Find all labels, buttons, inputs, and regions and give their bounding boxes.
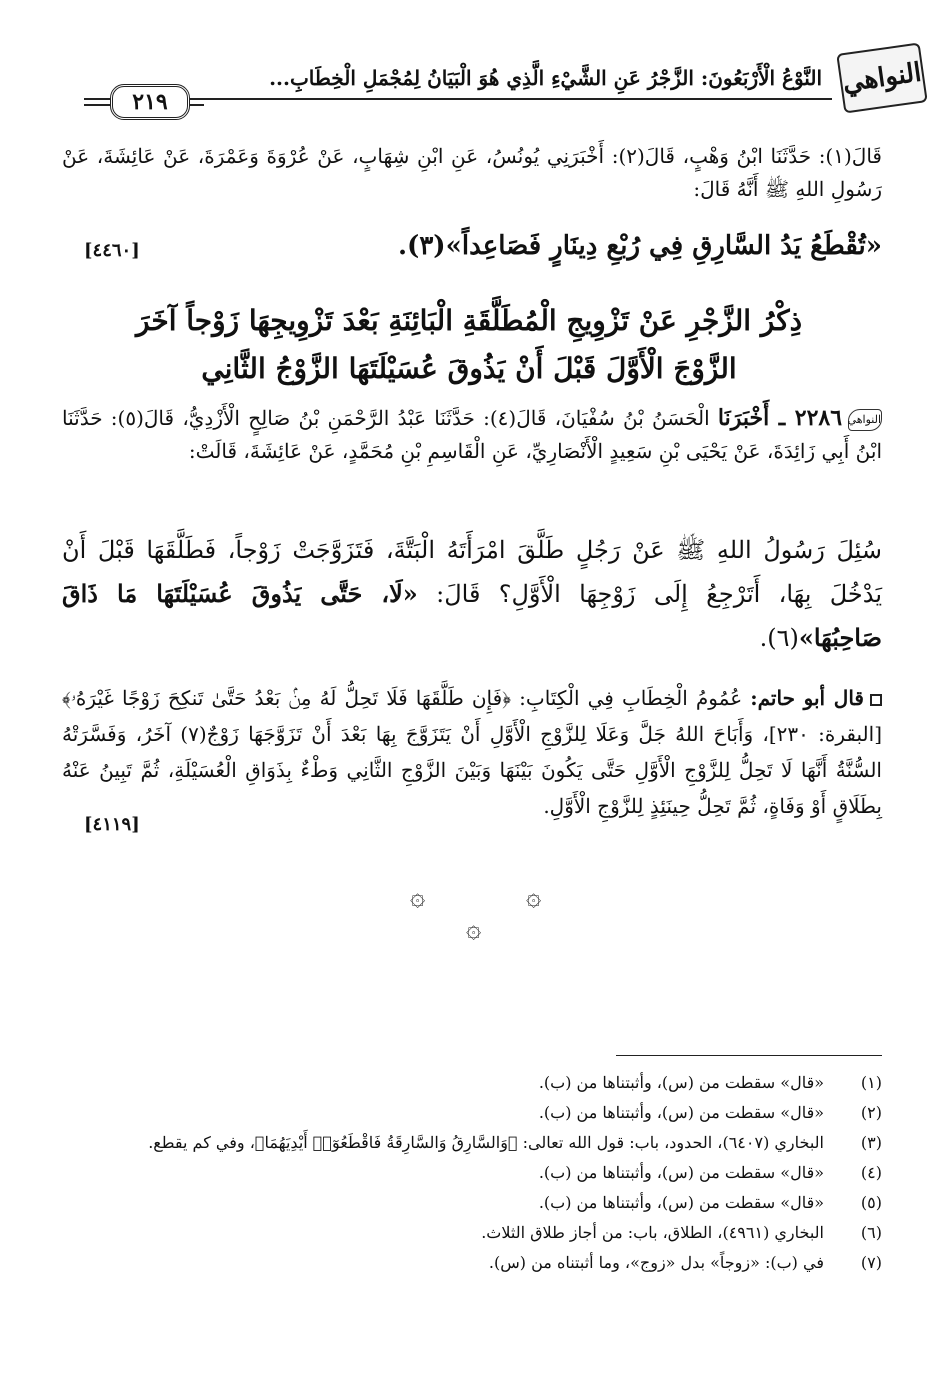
footnote-number: (٢)	[860, 1103, 882, 1122]
footnote-number: (٧)	[860, 1253, 882, 1272]
footnote-text: البخاري (٦٤٠٧)، الحدود، باب: قول الله تعالى: ﴿وَالسَّارِقُ وَالسَّارِقَةُ فَاقْطَعُوٓا۟ أَيْدِيَهُمَا﴾، وفي كم يقطع.	[148, 1133, 824, 1152]
footnote-number: (٥)	[860, 1193, 882, 1212]
page-number-box	[84, 84, 204, 120]
footnote-text: البخاري (٤٩٦١)، الطلاق، باب: من أجاز طلاق الثلاث.	[481, 1223, 824, 1242]
footnote-text: في (ب): «زوجاً» بدل «زوج»، وما أثبتناه من (س).	[488, 1253, 824, 1272]
hadith-number: ٢٢٨٦ ـ أَخْبَرَنَا	[717, 405, 843, 431]
footnote-item	[62, 1158, 882, 1188]
hadith-marker-icon: النواهي	[848, 409, 882, 431]
footnote-number: (٦)	[860, 1223, 882, 1242]
square-bullet-icon	[870, 694, 882, 706]
intro-hadith: «تُقْطَعُ يَدُ السَّارِقِ فِي رُبْعِ دِينَارٍ فَصَاعِداً»(٣).	[397, 231, 882, 261]
footnote-number: (١)	[860, 1073, 882, 1092]
footnote-number: (٣)	[860, 1133, 882, 1152]
footnote-item	[62, 1128, 882, 1158]
footnote-item	[62, 1068, 882, 1098]
footnotes	[62, 1068, 882, 1278]
footnote-text: «قال» سقطت من (س)، وأثبتناها من (ب).	[538, 1193, 824, 1212]
footnote-text: «قال» سقطت من (س)، وأثبتناها من (ب).	[538, 1073, 824, 1092]
chapter-badge: النواهي	[836, 42, 928, 113]
footnote-item	[62, 1248, 882, 1278]
matn-prophet-saying: «لَا، حَتَّى يَذُوقَ عُسَيْلَتَهَا مَا ذَاقَ صَاحِبُهَا»	[62, 579, 882, 652]
footnote-number: (٤)	[860, 1163, 882, 1182]
footnote-text: «قال» سقطت من (س)، وأثبتناها من (ب).	[538, 1163, 824, 1182]
commentary-text: عُمُومُ الْخِطَابِ فِي الْكِتَابِ: ﴿فَإِن طَلَّقَهَا فَلَا تَحِلُّ لَهُ مِنۢ بَعْدُ حَتَّىٰ تَنكِحَ زَوْجًا غَيْرَهُۥ﴾ [البقرة: ٢٣٠]، وَأَبَاحَ اللهُ جَلَّ وَعَلَا لِلزَّوْجِ الْأَوَّلِ أَنْ يَتَزَوَّجَ بِهَا بَعْدَ أَنْ تَزَوَّجَهَا زَوْجٌ(٧) آخَرُ، وَفَسَّرَتْهُ السُّنَّةُ أَنَّهَا لَا تَحِلُّ لِلزَّوْجِ الْأَوَّلِ حَتَّى يَكُونَ بَيْنَهَا وَبَيْنَ الزَّوْجِ الثَّانِي وَطْءٌ بِذَوَاقِ الْعُسَيْلَةِ، ثُمَّ تَبِينُ عَنْهُ بِطَلَاقٍ أَوْ وَفَاةٍ، ثُمَّ تَحِلُّ حِينَئِذٍ لِلزَّوْجِ الْأَوَّلِ.	[62, 686, 882, 818]
footnote-item	[62, 1188, 882, 1218]
footnote-item	[62, 1218, 882, 1248]
footnote-rule	[616, 1055, 882, 1056]
section-title-line-2: الزَّوْجَ الْأَوَّلَ قَبْلَ أَنْ يَذُوقَ عُسَيْلَتَهَا الزَّوْجُ الثَّانِي	[201, 352, 737, 385]
page-number: ٢١٩	[110, 84, 190, 120]
section-title-line-1: ذِكْرُ الزَّجْرِ عَنْ تَزْوِيجِ الْمُطَلَّقَةِ الْبَائِنَةِ بَعْدَ تَزْوِيجِهَا زَوْجاً آخَرَ	[135, 304, 803, 337]
intro-isnad: قَالَ(١): حَدَّثَنَا ابْنُ وَهْبٍ، قَالَ(٢): أَخْبَرَنِي يُونُسُ، عَنِ ابْنِ شِهَابٍ، عَنْ عُرْوَةَ وَعَمْرَةَ، عَنْ عَائِشَةَ، عَنْ رَسُولِ اللهِ ﷺ أَنَّهُ قَالَ:	[62, 144, 882, 201]
running-title: النَّوْعُ الْأَرْبَعُونَ: الزَّجْرُ عَنِ الشَّيْءِ الَّذِي هُوَ الْبَيَانُ لِمُجْمَلِ الْخِطَابِ...	[269, 66, 822, 90]
commentary-reference: [٤١١٩]	[84, 814, 140, 835]
matn-text: سُئِلَ رَسُولُ اللهِ ﷺ عَنْ رَجُلٍ طَلَّقَ امْرَأَتَهُ الْبَتَّةَ، فَتَزَوَّجَتْ زَوْجاً، فَطَلَّقَهَا قَبْلَ أَنْ يَدْخُلَ بِهَا، أَتَرْجِعُ إِلَى زَوْجِهَا الْأَوَّلِ؟ قَالَ:	[62, 536, 882, 608]
intro-reference: [٤٤٦٠]	[84, 240, 140, 261]
commentary-speaker: قال أبو حاتم:	[750, 686, 864, 710]
matn-footnote-marker: (٦).	[759, 624, 799, 652]
page-header	[84, 40, 932, 120]
ornament-icon: ۞	[526, 882, 542, 912]
ornament-icon: ۞	[466, 914, 482, 944]
hadith-isnad-text: الْحَسَنُ بْنُ سُفْيَانَ، قَالَ(٤): حَدَّثَنَا عَبْدُ الرَّحْمَنِ بْنُ صَالِحٍ الْأَزْدِيُّ، قَالَ(٥): حَدَّثَنَا ابْنُ أَبِي زَائِدَةَ، عَنْ يَحْيَى بْنِ سَعِيدٍ الْأَنْصَارِيِّ، عَنِ الْقَاسِمِ بْنِ مُحَمَّدٍ، عَنْ عَائِشَةَ، قَالَتْ:	[62, 406, 882, 463]
hadith-2286-isnad	[62, 402, 882, 468]
footnote-item	[62, 1098, 882, 1128]
commentary-paragraph	[62, 680, 882, 824]
ornament-icon: ۞	[410, 882, 426, 912]
header-rule	[192, 98, 832, 100]
footnote-text: «قال» سقطت من (س)، وأثبتناها من (ب).	[538, 1103, 824, 1122]
hadith-2286-matn	[62, 528, 882, 660]
